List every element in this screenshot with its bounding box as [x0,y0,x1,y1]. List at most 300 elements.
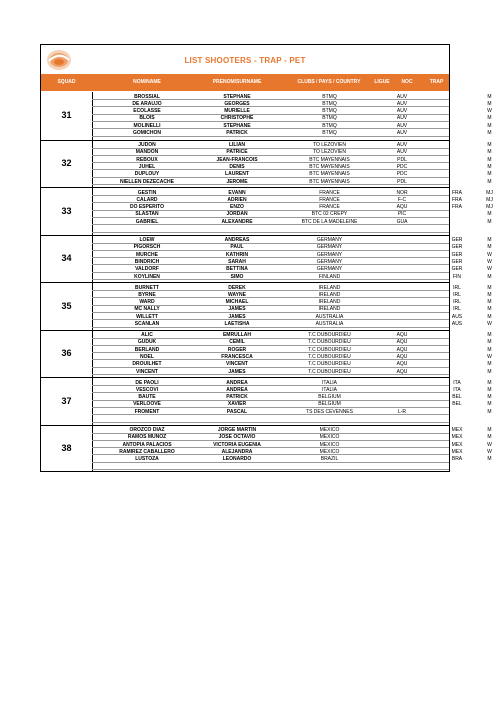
shooter-trap: M [487,434,492,441]
table-row [92,122,492,129]
table-row [92,130,492,137]
shooter-trap: M [487,299,492,306]
shooter-club: GERMANY [316,258,343,265]
shooter-club: MEXICO [319,441,340,448]
shooter-firstname: JOSE OCTAVIO [218,434,256,441]
shooter-firstname: LEONARDO [222,456,252,463]
shooter-name: NIELLEN DEZECACHE [120,178,174,185]
shooter-ligue: AQU [396,368,408,375]
shooter-firstname: ANDREAS [224,237,250,243]
shooter-trap: W [487,258,492,265]
shooter-name: ECOLASSE [133,108,161,115]
shooter-name: RAMOS MUNOZ [127,434,167,441]
shooter-name: REBOUX [136,156,158,163]
shooter-ligue: AUV [396,142,408,148]
table-row [92,115,492,122]
shooter-trap: W [487,448,492,455]
shooter-firstname: SARAH [228,258,246,265]
shooter-name: MC NALLY [134,306,160,313]
table-row [92,394,492,401]
header-trap: TRAP [429,79,444,85]
shooter-club: FRANCE [319,196,340,203]
table-row [92,273,492,280]
shooter-name: RAMIREZ CABALLERO [119,448,175,455]
shooter-ligue: AUV [396,108,408,115]
table-row [92,100,492,107]
shooter-firstname: JAMES [228,368,246,375]
shooter-noc: BRA [451,456,463,463]
squad-number: 38 [61,443,72,454]
squad-block [41,377,492,425]
shooter-trap: M [487,361,492,368]
shooter-firstname: SIMO [230,273,244,280]
shooter-trap: MJ [486,189,493,196]
shooter-name: BLOIS [139,115,155,122]
shooter-trap: M [487,93,492,100]
shooter-name: GUDUK [137,339,157,346]
shooter-firstname: WAYNE [228,291,246,298]
shooter-trap: M [487,171,492,178]
shooter-firstname: JORGE MARTIN [217,427,257,433]
shooter-ligue: AUV [396,93,408,100]
shooter-name: WILLETT [136,313,158,320]
table-row [92,332,492,339]
shooter-firstname: CHRISTOPHE [220,115,254,122]
shooter-club: GERMANY [316,244,343,251]
shooter-firstname: ROGER [227,346,247,353]
table-row [92,299,492,306]
shooter-trap: M [487,427,492,433]
shooter-ligue: AUV [396,122,408,129]
shooter-trap: M [487,273,492,280]
table-row [92,178,492,185]
table-row [92,441,492,448]
table-row [92,218,492,225]
shooter-club: BTC DE LA MADELEINE [301,218,358,225]
shooter-noc: GER [451,266,463,273]
shooter-name: GOMICHON [132,130,162,136]
shooter-name: BROSSIAL [134,93,160,100]
shooter-trap: M [487,339,492,346]
shooter-trap: M [487,306,492,313]
shooter-firstname: MURIELLE [224,108,250,115]
shooter-trap: MJ [486,196,493,203]
column-header-bar [41,74,449,91]
shooter-club: T.C DUBOURDIEU [308,339,351,346]
shooter-noc: FIN [452,273,462,280]
table-row [92,237,492,244]
shooter-ligue: GUA [396,218,408,225]
shooter-ligue: NOR [396,189,408,196]
shooter-trap: M [487,244,492,251]
shooter-name: GABRIEL [135,218,159,225]
shooter-firstname: DENIS [229,163,245,170]
table-row [92,386,492,393]
shooter-firstname: JAMES [228,306,246,313]
shooter-firstname: CEMIL [229,339,245,346]
table-row [92,142,492,149]
squad-number: 36 [61,348,72,359]
shooter-firstname: ADRIEN [227,196,247,203]
shooter-firstname: KATHRIN [225,251,249,258]
shooter-club: GERMANY [316,251,343,258]
shooter-noc: GER [451,251,463,258]
shooter-noc: AUS [451,321,463,327]
shooter-name: PIGORSCH [133,244,161,251]
shooter-ligue: AUV [396,130,408,136]
table-row [92,456,492,463]
table-row [92,189,493,196]
shooter-name: VINCENT [136,368,158,375]
shooter-firstname: LAETISHA [224,321,250,327]
shooter-club: MEXICO [319,448,340,455]
shooter-club: BTC MAYENNAIS [309,163,350,170]
shooter-trap: M [487,284,492,291]
shooter-name: ANTOPIA PALACIOS [122,441,172,448]
shooter-firstname: PATRICE [226,149,248,156]
squad-block [41,92,492,140]
header-ligue: LIGUE [374,79,390,85]
shooter-noc: MEX [451,441,463,448]
table-row [92,266,492,273]
shooter-club: ITALIA [322,386,337,393]
shooter-firstname: LAURENT [225,171,249,178]
shooter-ligue: PDC [396,163,408,170]
table-row [92,401,492,408]
shooter-name: MURCHE [136,251,158,258]
shooter-club: BTMQ [322,108,337,115]
table-row [92,156,492,163]
shooter-name: DROUILHET [132,361,162,368]
squad-block [41,235,492,283]
shooter-club: GERMANY [316,237,343,243]
shooter-club: FINLAND [318,273,341,280]
squad-number: 32 [61,158,72,169]
shooter-name: BYRNE [138,291,156,298]
shooter-club: MEXICO [319,427,340,433]
shooter-club: T.C DUBOURDIEU [308,361,351,368]
shooter-trap: M [487,408,492,415]
table-row [92,93,492,100]
table-row [92,448,492,455]
shooter-noc: IRL [453,299,461,306]
shooter-trap: W [487,108,492,115]
table-row [92,244,492,251]
shooter-noc: IRL [453,284,461,291]
table-row [92,434,492,441]
shooter-ligue: AQU [396,353,408,360]
shooter-noc: AUS [451,313,463,320]
shooter-firstname: ALEXANDRE [221,218,253,225]
shooter-noc: ITA [453,379,461,386]
shooter-name: BERLAND [134,346,160,353]
shooter-trap: M [487,130,492,136]
shooter-ligue: AQU [396,332,408,338]
shooter-firstname: PASCAL [226,408,248,415]
shooter-club: BTC MAYENNAIS [309,156,350,163]
shooter-club: T.C DUBOURDIEU [308,368,351,375]
shooter-club: FRANCE [319,189,340,196]
shooter-firstname: PAUL [230,244,244,251]
shooter-name: BINDRICH [134,258,160,265]
table-row [92,379,492,386]
shooter-club: BTMQ [322,100,337,107]
table-row [92,463,449,470]
shooter-trap: W [487,266,492,273]
table-row [92,427,492,434]
shooter-trap: M [487,346,492,353]
shooter-club: BTMQ [322,130,337,136]
table-row [92,196,493,203]
shooter-club: BTMQ [322,115,337,122]
shooter-name: WARD [139,299,155,306]
shooter-trap: MJ [486,204,493,211]
shooter-club: MEXICO [319,434,340,441]
shooter-ligue: PDL [397,178,407,185]
table-row [92,361,492,368]
table-row [92,321,492,328]
shooter-trap: M [487,332,492,338]
shooter-name: LOEW [139,237,155,243]
shooter-firstname: ANDREA [226,386,248,393]
shooter-noc: GER [451,237,463,243]
shooter-club: IRELAND [318,291,341,298]
shooter-firstname: JORDAN [226,211,248,218]
shooter-trap: M [487,291,492,298]
table-row [92,368,492,375]
shooter-firstname: JAMES [228,313,246,320]
shooter-name: JUDON [138,142,156,148]
table-row [92,108,492,115]
table-row [92,291,492,298]
shooter-trap: M [487,394,492,401]
table-row [92,251,492,258]
shooter-club: FRANCE [319,204,340,211]
shooter-ligue: AUV [396,149,408,156]
shooter-firstname: ALEJANDRA [221,448,253,455]
shooter-noc: MEX [451,427,463,433]
shooters-sheet [40,44,493,472]
shooter-trap: M [487,178,492,185]
shooter-ligue: AUV [396,115,408,122]
shooter-name: GESTIN [137,189,157,196]
shooter-firstname: LILIAN [228,142,246,148]
table-row [92,339,492,346]
shooter-noc: MEX [451,434,463,441]
shooter-noc: BEL [452,401,462,408]
table-row [92,171,492,178]
sheet-header [41,45,449,74]
shooter-club: AUSTRALIA [315,313,344,320]
shooter-firstname: ANDREA [226,379,248,386]
table-row [92,313,492,320]
shooter-club: BTC 02 CREPY [311,211,348,218]
squad-block [41,330,492,378]
table-row [92,346,492,353]
shooter-firstname: ENZO [230,204,244,211]
shooter-ligue: PIC [397,211,407,218]
shooter-firstname: VINCENT [226,361,248,368]
shooter-noc: MEX [451,448,463,455]
shooter-ligue: AQU [396,361,408,368]
shooter-noc: BEL [452,394,462,401]
shooter-trap: M [487,115,492,122]
shooter-club: TS DES CEVENNES [306,408,353,415]
shooter-noc: GER [451,244,463,251]
shooter-trap: W [487,353,492,360]
shooter-name: LUSTOZA [135,456,159,463]
shooter-trap: W [487,251,492,258]
shooter-firstname: VICTORIA EUGENIA [213,441,261,448]
shooter-firstname: STEPHANE [223,122,251,129]
shooter-name: MOLINELLI [133,122,161,129]
shooter-club: BTC MAYENNAIS [309,171,350,178]
shooter-firstname: PATRICK [226,394,248,401]
squad-block [41,425,492,473]
shooter-noc: FRA [452,189,462,196]
shooter-noc: ITA [453,386,461,393]
shooter-ligue: AQU [396,346,408,353]
shooter-firstname: MICHAEL [225,299,249,306]
shooter-noc: IRL [453,291,461,298]
shooter-club: GERMANY [316,266,343,273]
shooter-ligue: L-R [397,408,407,415]
shooter-name: KOYLINEN [134,273,160,280]
shooter-club: IRELAND [318,306,341,313]
shooter-trap: W [487,441,492,448]
header-noc: NOC [401,79,413,85]
table-row [92,258,492,265]
squad-number: 35 [61,300,72,311]
page-title: LIST SHOOTERS - TRAP - PET [184,56,306,65]
header-club: CLUBS / PAYS / COUNTRY [297,79,361,85]
table-row [92,211,492,218]
shooter-trap: M [487,368,492,375]
shooter-name: VALDORF [135,266,159,273]
shooter-club: IRELAND [318,284,341,291]
shooter-name: JUHEL [138,163,156,170]
shooter-club: BTMQ [322,93,337,100]
shooter-firstname: XAVIER [227,401,247,408]
shooter-firstname: STEPHANE [223,93,251,100]
shooter-club: ITALIA [322,379,337,386]
shooter-trap: M [487,386,492,393]
shooter-firstname: DEREK [228,284,246,291]
shooter-trap: M [487,142,492,148]
shooter-noc: FRA [452,196,462,203]
shooter-name: DO ESPERITO [129,204,165,211]
shooter-trap: M [487,122,492,129]
shooter-noc: IRL [453,306,461,313]
shooter-trap: W [487,321,492,327]
shooter-club: T.C DUBOURDIEU [308,332,351,338]
shooter-name: BURNETT [135,284,159,291]
shooter-trap: M [487,401,492,408]
shooter-ligue: PDL [397,156,407,163]
squad-number: 31 [61,109,72,120]
shooter-club: BELGIUM [318,401,341,408]
shooter-trap: M [487,149,492,156]
squad-block [41,282,492,330]
header-first: PRENOM/SURNAME [212,79,262,85]
squad-block [41,187,493,235]
shooter-club: BTMQ [322,122,337,129]
shooter-firstname: BETTINA [226,266,248,273]
shooter-trap: M [487,313,492,320]
table-row [92,416,449,423]
shooter-trap: M [487,100,492,107]
shooter-name: SLASTAN [135,211,159,218]
shooter-club: T.C DUBOURDIEU [308,346,351,353]
shooter-name: VERLOOVE [133,401,161,408]
shooter-name: VESCOVI [135,386,159,393]
header-name: NOM/NAME [133,79,161,85]
shooter-trap: M [487,156,492,163]
shooter-ligue: AUV [396,100,408,107]
table-row [92,353,492,360]
shooter-club: TO LEZOVIEN [313,149,346,156]
shooter-firstname: FRANCESCA [221,353,253,360]
header-squad: SQUAD [57,79,76,85]
shooter-ligue: AQU [396,204,408,211]
shooter-trap: M [487,218,492,225]
shooter-trap: M [487,379,492,386]
shooter-trap: M [487,237,492,243]
shooter-name: DUPLOUY [134,171,160,178]
shooter-trap: M [487,456,492,463]
shooter-ligue: PDC [396,171,408,178]
squad-block [41,140,492,188]
table-row [92,306,492,313]
shooter-name: MANDON [135,149,159,156]
shooter-club: TO LEZOVIEN [313,142,346,148]
shooter-club: T.C DUBOURDIEU [308,353,351,360]
shooter-name: ALIC [141,332,153,338]
shooter-trap: M [487,211,492,218]
shooter-firstname: JEROME [226,178,248,185]
shooter-club: IRELAND [318,299,341,306]
squad-number: 37 [61,395,72,406]
table-row [92,284,492,291]
shooter-club: BRAZIL [320,456,339,463]
squad-number: 33 [61,205,72,216]
shooter-trap: M [487,163,492,170]
shooter-club: AUSTRALIA [315,321,344,327]
shooter-name: DE PAOLI [135,379,159,386]
shooter-name: DE ARAUJO [132,100,162,107]
shooter-firstname: JEAN-FRANCOIS [216,156,258,163]
shooter-club: BTC MAYENNAIS [309,178,350,185]
shooter-firstname: EMRULLAH [222,332,252,338]
shooter-firstname: PATRICK [226,130,248,136]
shooter-name: BAUTE [138,394,156,401]
table-row [92,226,449,233]
shooter-club: BELGIUM [318,394,341,401]
table-row [92,408,492,415]
shooter-ligue: F-C [397,196,407,203]
table-row [92,163,492,170]
shooter-firstname: GEORGES [224,100,250,107]
shooter-firstname: EVANN [228,189,246,196]
squad-number: 34 [61,253,72,264]
shooter-noc: GER [451,258,463,265]
shooter-name: OROZCO DIAZ [129,427,165,433]
shooter-name: FROMENT [134,408,160,415]
table-row [92,149,492,156]
shooter-name: CALARD [136,196,158,203]
table-row [92,204,493,211]
shooter-ligue: AQU [396,339,408,346]
